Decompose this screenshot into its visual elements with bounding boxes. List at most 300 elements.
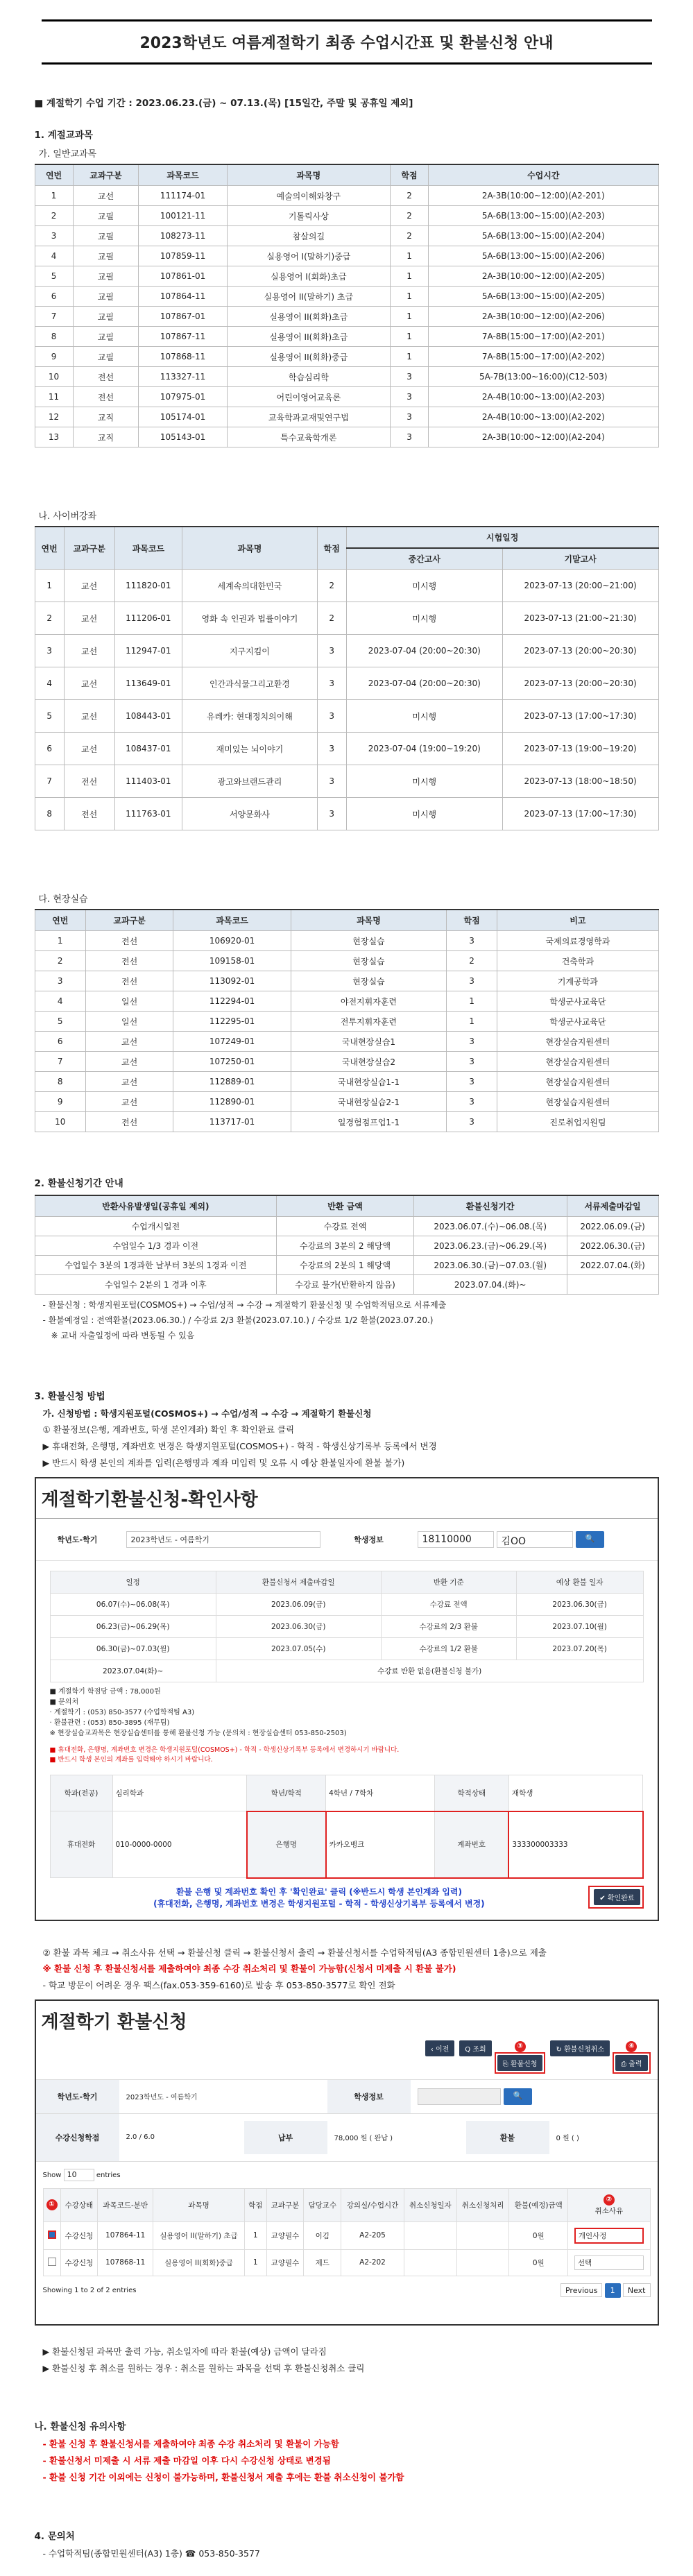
print-button[interactable]: ⎙ 출력 — [615, 2055, 648, 2071]
t1-cell: 10 — [35, 367, 73, 387]
refund-note: - 환불예정일 : 전액환불(2023.06.30.) / 수강료 2/3 환불(2023.07.10.) / 수강료 1/2 환불(2023.07.20.) — [42, 1315, 434, 1326]
t3-cell: 기계공학과 — [497, 971, 658, 991]
t1-cell: 107867-11 — [139, 327, 227, 347]
t1-cell: 2A-3B(10:00~12:00)(A2-204) — [429, 427, 658, 447]
schedule-row — [50, 1660, 643, 1682]
t3-cell: 학생군사교육단 — [497, 1012, 658, 1032]
t2-cell: 2023-07-04 (20:00~20:30) — [346, 667, 502, 700]
t3-cell: 113717-01 — [173, 1112, 291, 1132]
t4-row — [35, 1236, 658, 1256]
student-label: 학생정보 — [327, 1523, 411, 1556]
t2-cell: 2023-07-13 (20:00~20:30) — [502, 667, 658, 700]
t1-cell: 학습심리학 — [227, 367, 390, 387]
caution-note: - 환불신청서 미제출 시 서류 제출 마감일 이후 다시 수강신청 상태로 변경됨 — [42, 2455, 331, 2466]
semester-label: 학년도-학기 — [36, 2080, 119, 2113]
t1-cell: 예술의이해와창구 — [227, 186, 390, 206]
t1-cell: 1 — [390, 347, 428, 367]
t1-row — [35, 266, 658, 287]
t1-cell: 참살의길 — [227, 226, 390, 246]
info-line: ■ 계절학기 학점당 금액 : 78,000원 — [49, 1687, 161, 1696]
lookup-button[interactable]: Q 조회 — [459, 2040, 491, 2056]
t2-cell: 영화 속 인권과 법률이야기 — [182, 602, 317, 635]
t2-cell: 3 — [317, 733, 346, 765]
shot1-semester-row — [36, 1519, 658, 1561]
t3-cell: 3 — [446, 1052, 497, 1072]
t4-cell: 수강료의 3분의 2 해당액 — [277, 1236, 414, 1256]
t3-cell: 9 — [35, 1092, 85, 1112]
t2-cell: 3 — [317, 700, 346, 733]
t2-cell: 113649-01 — [114, 667, 182, 700]
t1-cell: 2 — [390, 206, 428, 226]
t3-head: 연번 — [35, 910, 85, 931]
step-warning: ※ 환불 신청 후 환불신청서를 제출하여야 최종 수강 취소처리 및 환불이 가능함(신청서 미제출 시 환불 불가) — [42, 1963, 456, 1974]
t2-cell: 3 — [317, 798, 346, 830]
t1-cell: 3 — [390, 367, 428, 387]
course-cell: 수강신청 — [60, 2221, 98, 2249]
confirm-button[interactable]: ✔ 확인완료 — [594, 1889, 640, 1905]
step-text: ① 환불정보(은행, 계좌번호, 학생 본인계좌) 확인 후 확인완료 클릭 — [42, 1424, 295, 1435]
t3-cell: 교선 — [85, 1092, 173, 1112]
select-checkbox[interactable] — [48, 2230, 56, 2239]
t3-cell: 현장실습지원센터 — [497, 1052, 658, 1072]
t1-cell: 8 — [35, 327, 73, 347]
t1-cell: 교선 — [73, 186, 139, 206]
t1-cell: 실용영어 II(회화)중급 — [227, 347, 390, 367]
showing-text: Showing 1 to 2 of 2 entries — [42, 2286, 137, 2294]
t3-row — [35, 1112, 658, 1132]
t1-cell: 1 — [390, 287, 428, 307]
t1-cell: 교필 — [73, 226, 139, 246]
t2-cell: 108437-01 — [114, 733, 182, 765]
entries-select[interactable]: 10 — [64, 2169, 94, 2181]
blue-notice-2: (휴대전화, 은행명, 계좌번호 변경은 학생지원포털 - 학적 - 학생신상기록부 등록에서 변경) — [153, 1898, 485, 1909]
schedule-cell: 2023.07.10(월) — [516, 1615, 643, 1637]
t1-row — [35, 367, 658, 387]
t3-cell: 113092-01 — [173, 971, 291, 991]
t1-cell: 6 — [35, 287, 73, 307]
refund-schedule-table — [50, 1571, 644, 1682]
t1-cell: 3 — [35, 226, 73, 246]
course-head: 과목명 — [153, 2188, 245, 2221]
t3-cell: 국제의료경영학과 — [497, 931, 658, 951]
refund-note: - 환불신청 : 학생지원포털(COSMOS+) → 수업/성적 → 수강 → 계절학기 환불신청 및 수업학적팀으로 서류제출 — [42, 1300, 447, 1310]
schedule-cell: 수강료의 2/3 환불 — [381, 1615, 516, 1637]
t2-cell: 3 — [317, 635, 346, 667]
t1-cell: 7A-8B(15:00~17:00)(A2-201) — [429, 327, 658, 347]
entries-control — [36, 2162, 658, 2188]
t2-cell: 3 — [35, 635, 64, 667]
t3-cell: 일경험점프업1-1 — [291, 1112, 447, 1132]
t1-head: 과목명 — [227, 164, 390, 186]
reason-select[interactable]: 선택 — [574, 2255, 644, 2270]
t3-cell: 3 — [446, 1032, 497, 1052]
t3-cell: 112889-01 — [173, 1072, 291, 1092]
t4-cell: 2023.07.04.(화)~ — [413, 1275, 567, 1295]
step-text: ▶ 환불신청 후 취소를 원하는 경우 : 취소를 원하는 과목을 선택 후 환불신청취소 클릭 — [42, 2362, 365, 2373]
t3-cell: 109158-01 — [173, 951, 291, 971]
t1-cell: 13 — [35, 427, 73, 447]
t1-cell: 107868-11 — [139, 347, 227, 367]
t1-row — [35, 287, 658, 307]
course-cell: A2-202 — [341, 2249, 404, 2276]
t3-cell: 1 — [35, 931, 85, 951]
t1-cell: 교육학과교재및연구법 — [227, 407, 390, 427]
credits-value: 2.0 / 6.0 — [126, 2133, 155, 2142]
course-cell: 수강신청 — [60, 2249, 98, 2276]
t3-cell: 2 — [446, 951, 497, 971]
t3-cell: 학생군사교육단 — [497, 991, 658, 1012]
step-text: ▶ 환불신청된 과목만 출력 가능, 취소일자에 따라 환불(예상) 금액이 달라짐 — [42, 2346, 327, 2357]
t1-cell: 107859-11 — [139, 246, 227, 266]
t3-cell: 전선 — [85, 951, 173, 971]
bank-label: 은행명 — [247, 1811, 326, 1878]
t4-cell: 2023.06.30.(금)~07.03.(월) — [413, 1256, 567, 1275]
t1-cell: 교직 — [73, 427, 139, 447]
schedule-head: 예상 환불 일자 — [516, 1571, 643, 1593]
t3-cell: 국내현장실습2-1 — [291, 1092, 447, 1112]
t1-cell: 실용영어 II(말하기) 초급 — [227, 287, 390, 307]
t2-head: 교과구분 — [64, 527, 114, 570]
t2-cell: 2 — [317, 602, 346, 635]
t1-cell: 실용영어 II(회화)초급 — [227, 307, 390, 327]
t1-row — [35, 327, 658, 347]
schedule-cell: 2023.06.30(금) — [216, 1615, 381, 1637]
t1-cell: 3 — [390, 387, 428, 407]
t1-cell: 11 — [35, 387, 73, 407]
t4-head: 반환 금액 — [277, 1195, 414, 1217]
t3-head: 학점 — [446, 910, 497, 931]
t2-cell: 2023-07-13 (18:00~18:50) — [502, 765, 658, 798]
t1-cell: 기톨릭사상 — [227, 206, 390, 226]
refund-period-table — [35, 1195, 659, 1295]
t3-cell: 현장실습 — [291, 951, 447, 971]
course-cell: 1 — [244, 2221, 266, 2249]
t1-cell: 5 — [35, 266, 73, 287]
course-head — [568, 2188, 650, 2221]
prev-button[interactable]: ‹ 이전 — [425, 2040, 455, 2056]
step-text: ▶ 휴대전화, 은행명, 계좌번호 변경은 학생지원포털(COSMOS+) - 학적 - 학생신상기록부 등록에서 변경 — [42, 1441, 437, 1452]
t1-cell: 교필 — [73, 307, 139, 327]
step-1-marker: ① — [46, 2199, 58, 2210]
caution-note: - 환불 신청 기간 이외에는 신청이 불가능하며, 환불신청서 제출 후에는 환불 취소신청이 불가함 — [42, 2471, 404, 2482]
t2-cell: 5 — [35, 700, 64, 733]
year-value: 4학년 / 7학차 — [326, 1775, 435, 1811]
status-label: 학적상태 — [434, 1775, 508, 1811]
t2-cell: 교선 — [64, 635, 114, 667]
t4-cell — [567, 1275, 658, 1295]
info-warning-line: ■ 휴대전화, 은행명, 계좌번호 변경은 학생지원포털(COSMOS+) - 학적 - 학생신상기록부 등록에서 변경하시기 바랍니다. — [49, 1746, 400, 1754]
t2-cell: 2023-07-13 (21:00~21:30) — [502, 602, 658, 635]
shot2-semester-row — [36, 2079, 658, 2114]
t4-head: 환불신청기간 — [413, 1195, 567, 1217]
dept-value: 심리학과 — [112, 1775, 247, 1811]
t4-cell: 수업개시일전 — [35, 1217, 277, 1236]
t2-cell: 교선 — [64, 570, 114, 602]
t3-row — [35, 991, 658, 1012]
course-head: 과목코드-분반 — [98, 2188, 153, 2221]
refund-course-table — [43, 2188, 651, 2276]
semester-period: ■ 계절학기 수업 기간 : 2023.06.23.(금) ~ 07.13.(목) [15일간, 주말 및 공휴일 제외] — [34, 98, 413, 109]
t4-row — [35, 1256, 658, 1275]
t3-cell: 3 — [446, 971, 497, 991]
course-cell: 1 — [244, 2249, 266, 2276]
t3-cell: 전투지휘자훈련 — [291, 1012, 447, 1032]
t2-cell: 111206-01 — [114, 602, 182, 635]
course-head: 수강상태 — [60, 2188, 98, 2221]
t1-cell: 1 — [390, 266, 428, 287]
schedule-row — [50, 1615, 643, 1637]
t3-head: 교과구분 — [85, 910, 173, 931]
t2-head: 중간고사 — [346, 548, 502, 570]
t1-cell: 108273-11 — [139, 226, 227, 246]
course-cell — [456, 2249, 509, 2276]
t1-cell: 교직 — [73, 407, 139, 427]
course-cell: 이김 — [304, 2221, 341, 2249]
t1-cell: 9 — [35, 347, 73, 367]
t1-cell: 2 — [35, 206, 73, 226]
method-heading: 가. 신청방법 : 학생지원포털(COSMOS+) → 수업/성적 → 수강 → 계절학기 환불신청 — [42, 1408, 372, 1419]
schedule-head: 일정 — [50, 1571, 216, 1593]
t3-cell: 112294-01 — [173, 991, 291, 1012]
course-cell: 0원 — [509, 2221, 568, 2249]
info-line: ■ 문의처 — [49, 1698, 79, 1706]
year-label: 학년/학적 — [247, 1775, 326, 1811]
previous-page-button[interactable]: Previous — [561, 2283, 603, 2297]
t2-cell: 2023-07-13 (19:00~19:20) — [502, 733, 658, 765]
t1-cell: 2A-4B(10:00~13:00)(A2-202) — [429, 407, 658, 427]
t1-cell: 105143-01 — [139, 427, 227, 447]
next-page-button[interactable]: Next — [623, 2283, 651, 2297]
t3-cell: 국내현장실습2 — [291, 1052, 447, 1072]
t4-cell: 수업일수 1/3 경과 이전 — [35, 1236, 277, 1256]
t1-head: 연번 — [35, 164, 73, 186]
t1-cell: 3 — [390, 427, 428, 447]
t3-cell: 건축학과 — [497, 951, 658, 971]
show-label: Show — [42, 2171, 62, 2179]
cancel-refund-button[interactable]: ↻ 환불신청취소 — [550, 2040, 610, 2056]
t3-cell: 전선 — [85, 931, 173, 951]
account-value[interactable]: 333300003333 — [508, 1811, 642, 1878]
course-cell — [404, 2221, 456, 2249]
t2-cell: 2023-07-13 (20:00~20:30) — [502, 635, 658, 667]
general-courses-table — [35, 164, 659, 447]
account-label: 계좌번호 — [434, 1811, 508, 1878]
schedule-head: 반환 기준 — [381, 1571, 516, 1593]
t3-row — [35, 1012, 658, 1032]
t2-cell: 미시행 — [346, 700, 502, 733]
t3-cell: 107249-01 — [173, 1032, 291, 1052]
semester-label: 학년도-학기 — [36, 1523, 119, 1556]
t2-head: 시험일정 — [346, 527, 658, 548]
section-3-heading: 3. 환불신청 방법 — [34, 1390, 105, 1402]
t1-cell: 107861-01 — [139, 266, 227, 287]
course-cell: 실용영어 II(말하기) 초급 — [153, 2221, 245, 2249]
course-head-label: 취소사유 — [594, 2206, 624, 2215]
course-head: 교과구분 — [266, 2188, 304, 2221]
t2-row — [35, 570, 658, 602]
t3-cell: 국내현장실습1 — [291, 1032, 447, 1052]
subsection-a-heading: 가. 일반교과목 — [38, 149, 97, 160]
course-head: 환불(예정)금액 — [509, 2188, 568, 2221]
t1-cell: 5A-6B(13:00~15:00)(A2-206) — [429, 246, 658, 266]
t2-cell: 미시행 — [346, 765, 502, 798]
pay-value: 78,000 원 ( 완납 ) — [334, 2135, 393, 2143]
search-button[interactable]: 🔍 — [504, 2088, 533, 2105]
info-line: ※ 현장실습교과목은 현장실습센터를 통해 환불신청 가능 (문의처 : 현장실습센터 053-850-2503) — [49, 1729, 347, 1737]
schedule-cell: 수강료 반환 없음(환불신청 불가) — [216, 1660, 643, 1682]
t3-cell: 현장실습 — [291, 931, 447, 951]
t4-cell: 수강료 전액 — [277, 1217, 414, 1236]
course-cell: 교양필수 — [266, 2221, 304, 2249]
t1-head: 교과구분 — [73, 164, 139, 186]
schedule-cell: 2023.07.04(화)~ — [50, 1660, 216, 1682]
info-warning-line: ■ 반드시 학생 본인의 계좌를 입력해야 하시기 바랍니다. — [49, 1755, 213, 1764]
schedule-cell: 06.07(수)~06.08(목) — [50, 1593, 216, 1615]
select-checkbox[interactable] — [48, 2258, 56, 2266]
t3-row — [35, 1092, 658, 1112]
t3-row — [35, 1032, 658, 1052]
search-button[interactable]: 🔍 — [576, 1531, 605, 1548]
t2-cell: 3 — [317, 765, 346, 798]
t2-row — [35, 798, 658, 830]
t3-row — [35, 951, 658, 971]
refund-note: ※ 교내 자출일정에 따라 변동될 수 있음 — [51, 1331, 195, 1341]
t1-cell: 교필 — [73, 287, 139, 307]
t1-cell: 실용영어 II(회화)초급 — [227, 327, 390, 347]
t2-row — [35, 765, 658, 798]
t4-cell: 수강료 불가(반환하지 않음) — [277, 1275, 414, 1295]
step-text: ▶ 반드시 학생 본인의 계좌를 입력(은행명과 계좌 미입력 및 오류 시 예상 환불일자에 환불 불가) — [42, 1457, 405, 1468]
t3-cell: 일선 — [85, 1012, 173, 1032]
t2-cell: 교선 — [64, 602, 114, 635]
step-text: - 학교 방문이 어려운 경우 팩스(fax.053-359-6160)로 발송 후 053-850-3577로 확인 전화 — [42, 1980, 395, 1991]
t3-cell: 106920-01 — [173, 931, 291, 951]
t4-head: 반환사유발생일(공휴일 제외) — [35, 1195, 277, 1217]
document — [35, 0, 659, 2560]
t4-cell: 2023.06.07.(수)~06.08.(목) — [413, 1217, 567, 1236]
t3-head: 과목명 — [291, 910, 447, 931]
t1-cell: 교필 — [73, 206, 139, 226]
t1-cell: 105174-01 — [139, 407, 227, 427]
t2-cell: 인간과식물그리고환경 — [182, 667, 317, 700]
t2-cell: 미시행 — [346, 798, 502, 830]
dept-label: 학과(전공) — [50, 1775, 112, 1811]
t1-cell: 7 — [35, 307, 73, 327]
t1-row — [35, 206, 658, 226]
t1-cell: 1 — [390, 307, 428, 327]
t3-cell: 8 — [35, 1072, 85, 1092]
cyber-courses-table — [35, 526, 659, 830]
course-head: 취소신청처리 — [456, 2188, 509, 2221]
schedule-cell: 2023.07.20(목) — [516, 1637, 643, 1660]
t2-cell: 111763-01 — [114, 798, 182, 830]
t2-cell: 세계속의대한민국 — [182, 570, 317, 602]
course-cell — [404, 2249, 456, 2276]
t1-cell: 12 — [35, 407, 73, 427]
t2-row — [35, 667, 658, 700]
t3-cell: 3 — [446, 1092, 497, 1112]
t1-row — [35, 347, 658, 367]
schedule-cell: 수강료의 1/2 환불 — [381, 1637, 516, 1660]
t3-row — [35, 971, 658, 991]
t2-head: 과목코드 — [114, 527, 182, 570]
t1-cell: 1 — [390, 246, 428, 266]
t1-cell: 교필 — [73, 266, 139, 287]
t2-row — [35, 602, 658, 635]
subsection-caution-heading: 나. 환불신청 유의사항 — [34, 2421, 126, 2433]
t1-row — [35, 427, 658, 447]
t2-cell: 2023-07-04 (19:00~19:20) — [346, 733, 502, 765]
semester-select[interactable]: 2023학년도 - 여름학기 — [126, 1531, 320, 1548]
schedule-cell: 06.23(금)~06.29(목) — [50, 1615, 216, 1637]
t3-row — [35, 931, 658, 951]
t2-cell: 전선 — [64, 765, 114, 798]
t2-cell: 3 — [317, 667, 346, 700]
t1-cell: 3 — [390, 407, 428, 427]
schedule-row — [50, 1593, 643, 1615]
t3-cell: 5 — [35, 1012, 85, 1032]
phone-label: 휴대전화 — [50, 1811, 112, 1878]
course-row — [43, 2221, 650, 2249]
t3-cell: 1 — [446, 1012, 497, 1032]
t3-cell: 112295-01 — [173, 1012, 291, 1032]
refund-label: 환불 — [466, 2121, 549, 2154]
t3-cell: 3 — [446, 1112, 497, 1132]
bank-value[interactable]: 카카오뱅크 — [326, 1811, 435, 1878]
t1-head: 학점 — [390, 164, 428, 186]
t4-cell: 2022.07.04.(화) — [567, 1256, 658, 1275]
course-cell: 제드 — [304, 2249, 341, 2276]
student-input[interactable] — [418, 2088, 501, 2105]
t2-cell: 교선 — [64, 667, 114, 700]
t2-cell: 2023-07-13 (20:00~21:00) — [502, 570, 658, 602]
t1-cell: 4 — [35, 246, 73, 266]
student-name-input[interactable]: 김OO — [497, 1531, 573, 1548]
t2-cell: 2023-07-13 (17:00~17:30) — [502, 700, 658, 733]
blue-notice-1: 환불 은행 및 계좌번호 확인 후 '확인완료' 클릭 (※반드시 학생 본인계좌 입력) — [176, 1886, 462, 1897]
t1-cell: 1 — [390, 327, 428, 347]
course-cell — [456, 2221, 509, 2249]
t3-cell: 1 — [446, 991, 497, 1012]
t2-cell: 광고와브랜드관리 — [182, 765, 317, 798]
t1-head: 수업시간 — [429, 164, 658, 186]
t3-cell: 교선 — [85, 1032, 173, 1052]
step-2-marker: ② — [604, 2194, 615, 2206]
t1-row — [35, 186, 658, 206]
student-id-input[interactable]: 18110000 — [418, 1531, 494, 1548]
t1-cell: 2A-3B(10:00~12:00)(A2-206) — [429, 307, 658, 327]
t1-cell: 5A-6B(13:00~15:00)(A2-204) — [429, 226, 658, 246]
schedule-cell: 06.30(금)~07.03(월) — [50, 1637, 216, 1660]
schedule-cell: 수강료 전액 — [381, 1593, 516, 1615]
t1-cell: 특수교육학개론 — [227, 427, 390, 447]
shot2-title: 계절학기 환불신청 — [41, 2011, 187, 2033]
shot1-title: 계절학기환불신청-확인사항 — [36, 1478, 658, 1519]
student-info-table — [50, 1775, 644, 1879]
t3-cell: 현장실습지원센터 — [497, 1092, 658, 1112]
refund-confirm-screenshot — [35, 1477, 659, 1921]
t3-cell: 112890-01 — [173, 1092, 291, 1112]
t4-cell: 수강료의 2분의 1 해당액 — [277, 1256, 414, 1275]
t2-row — [35, 635, 658, 667]
t3-cell: 4 — [35, 991, 85, 1012]
t3-cell: 3 — [446, 931, 497, 951]
page-1-button[interactable]: 1 — [605, 2283, 621, 2298]
t2-cell: 전선 — [64, 798, 114, 830]
reason-select[interactable]: 개인사정 — [574, 2228, 644, 2244]
apply-refund-button[interactable]: ⎘ 환불신청 — [497, 2055, 543, 2071]
step-text: ② 환불 과목 체크 → 취소사유 선택 → 환불신청 클릭 → 환불신청서 출력 → 환불신청서를 수업학적팀(A3 종합민원센터 1층)으로 제출 — [42, 1947, 547, 1958]
